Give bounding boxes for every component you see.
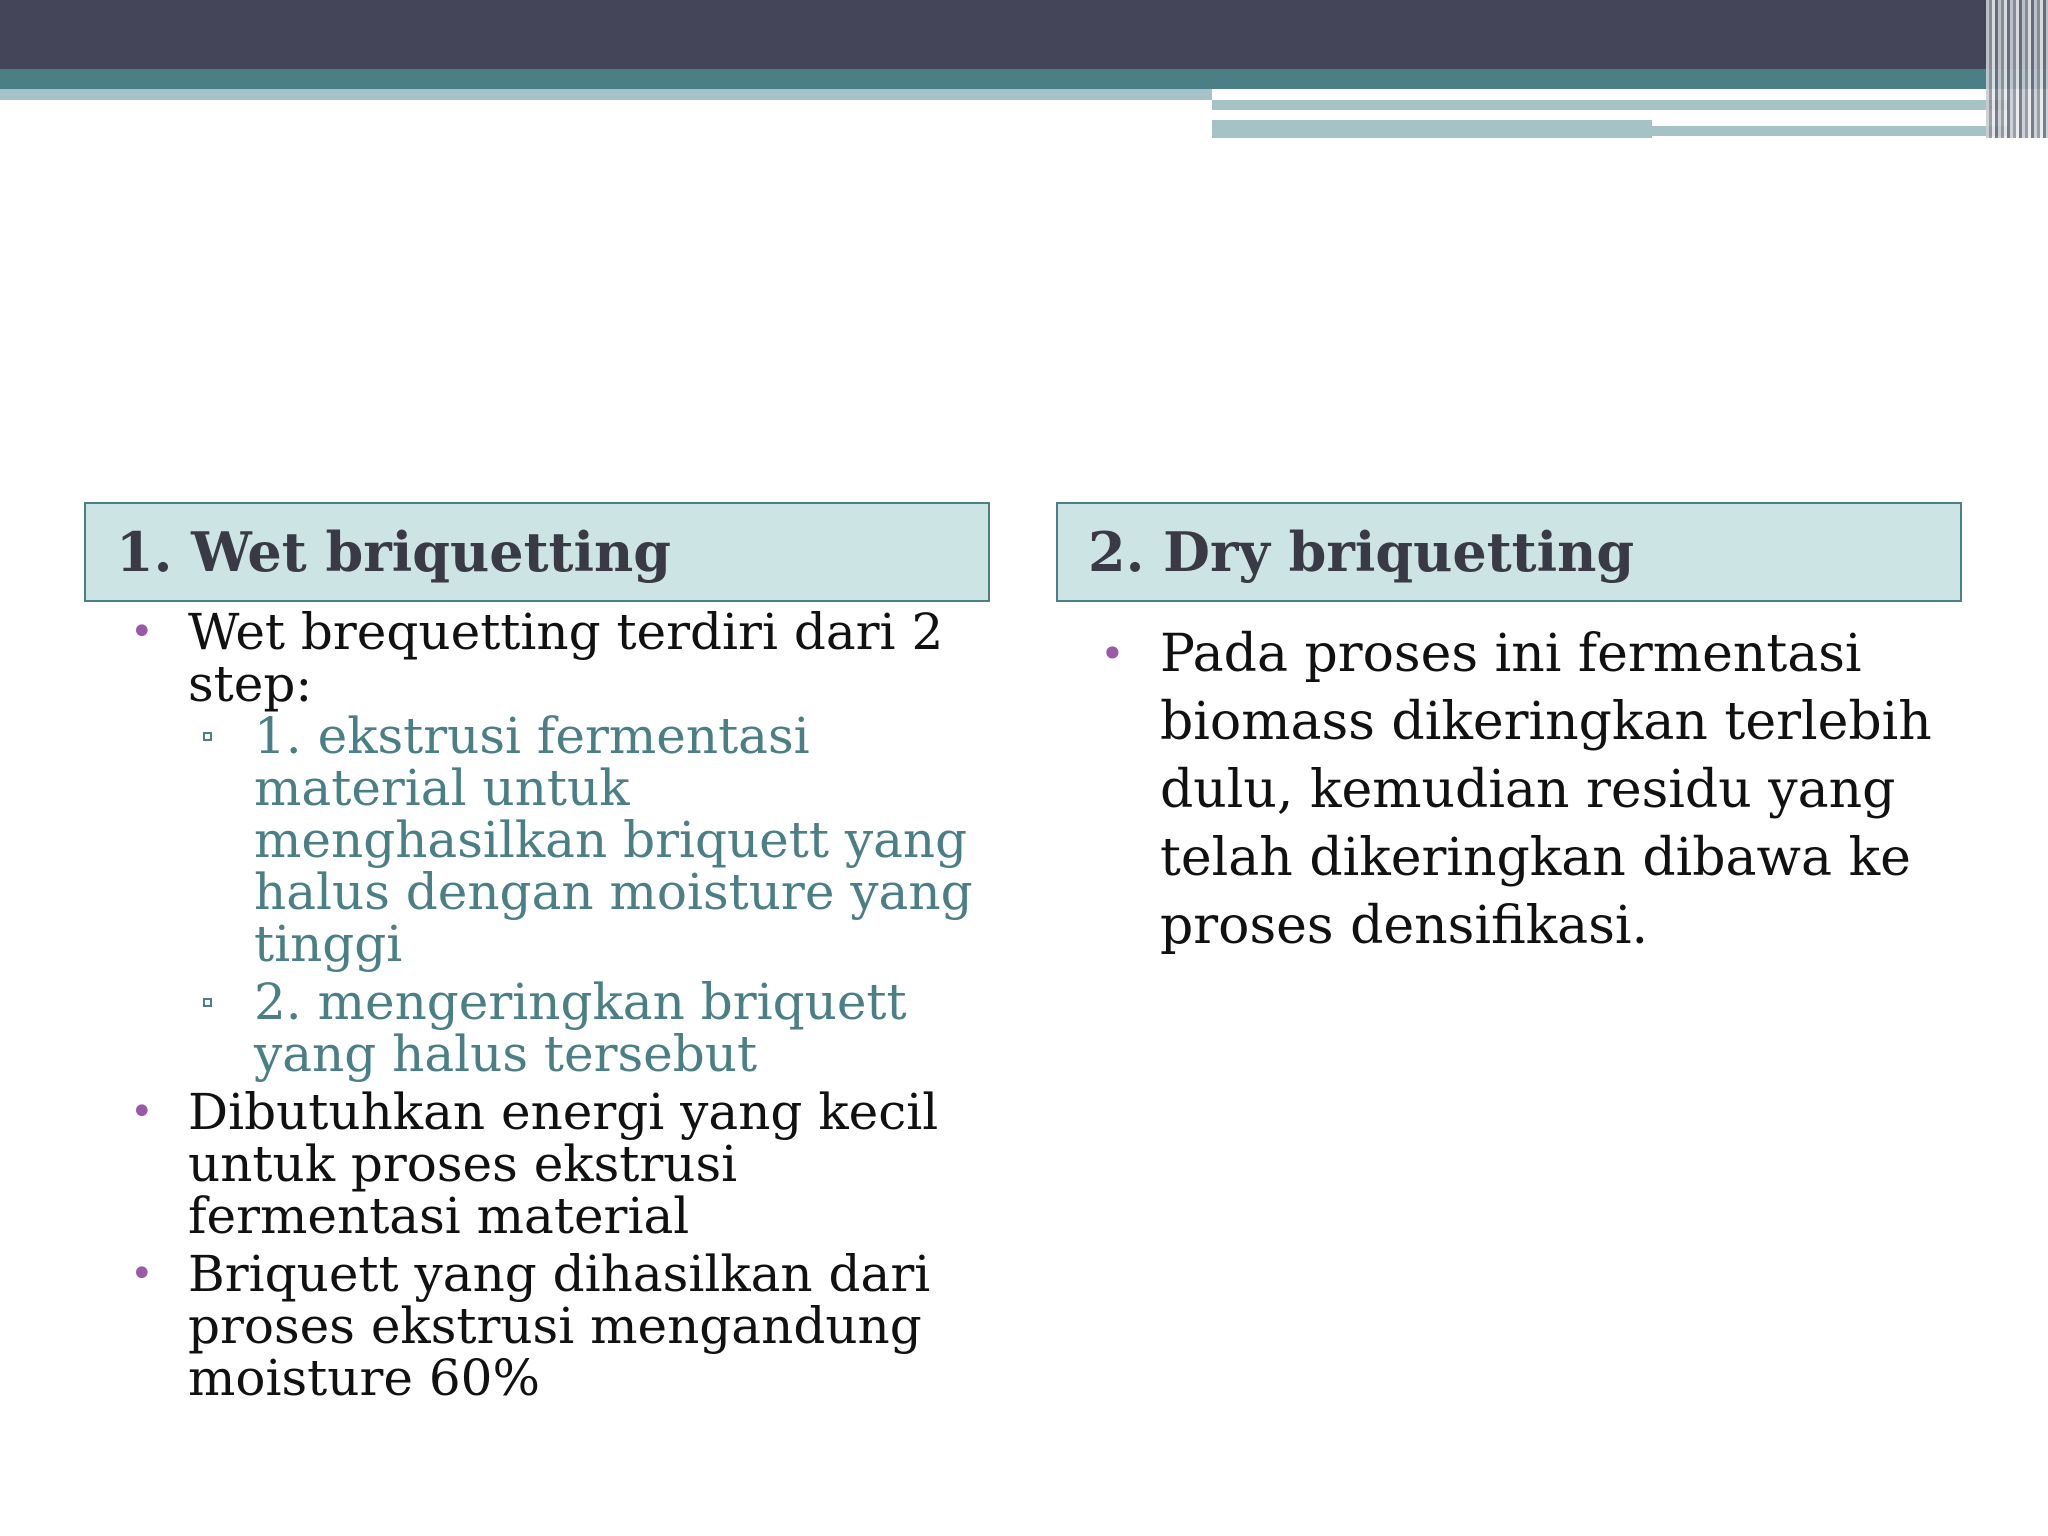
wet-briquetting-header: 1. Wet briquetting: [84, 502, 990, 602]
bullet-item: [130, 603, 990, 1083]
top-band-white-line: [1212, 112, 1896, 117]
bullet-text: Dibutuhkan energi yang kecil untuk proses ekstrusi fermentasi material: [188, 1083, 939, 1245]
bullet-item: [1100, 620, 2000, 960]
top-band-light-right: [1212, 100, 2008, 110]
bullet-text: Briquett yang dihasilkan dari proses ekstrusi mengandung moisture 60%: [188, 1245, 931, 1407]
bullet-item: [130, 1083, 990, 1245]
sub-bullet-item: 1. ekstrusi fermentasi material untuk menghasilkan briquett yang halus dengan moisture yang tinggi: [188, 710, 990, 970]
top-band-light-right-3: [1652, 126, 2008, 136]
top-band-teal: [0, 69, 2048, 89]
top-band-dark: [0, 0, 2048, 69]
sub-bullet-list: [188, 707, 990, 1083]
dry-briquetting-content: [1100, 620, 2000, 960]
bullet-text: Wet brequetting terdiri dari 2 step:: [188, 603, 944, 713]
top-band-stripes: [1986, 0, 2048, 138]
dry-briquetting-bullet-list: [1100, 620, 2000, 960]
bullet-text: Pada proses ini fermentasi biomass dikeringkan terlebih dulu, kemudian residu yang telah dikeringkan dibawa ke proses densifikasi.: [1160, 624, 1932, 956]
wet-briquetting-bullet-list: [130, 603, 990, 1407]
sub-bullet-item: 2. mengeringkan briquett yang halus tersebut: [188, 976, 990, 1080]
bullet-item: [130, 1245, 990, 1407]
dry-briquetting-header: 2. Dry briquetting: [1056, 502, 1962, 602]
top-band-light-right-2: [1212, 120, 1652, 138]
top-band-light-left: [0, 89, 1212, 100]
wet-briquetting-content: [130, 603, 990, 1407]
